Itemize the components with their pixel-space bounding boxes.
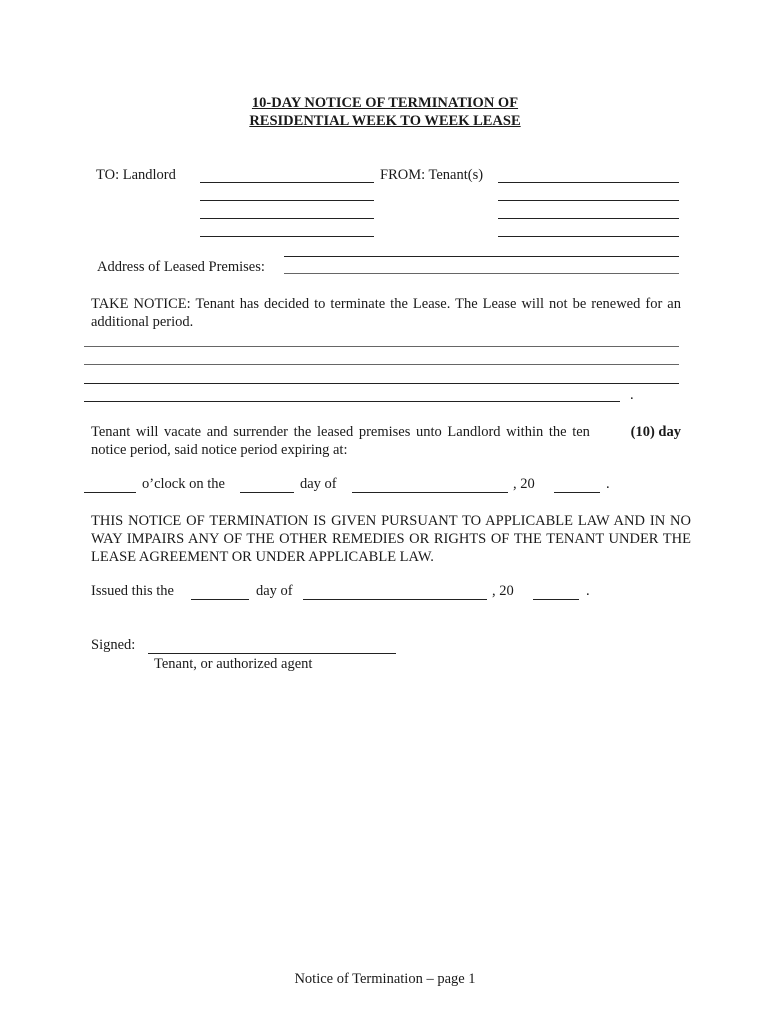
expiry-year-field[interactable] <box>554 492 600 493</box>
issued-year-label: , 20 <box>492 583 514 599</box>
reason-line-3[interactable] <box>84 383 679 384</box>
expiry-day-of-label: day of <box>300 476 337 492</box>
address-field-upper[interactable] <box>284 256 679 257</box>
page-footer: Notice of Termination – page 1 <box>294 971 476 987</box>
vacate-text-line2: notice period, said notice period expiring at: <box>91 442 348 458</box>
issued-label: Issued this the <box>91 583 174 599</box>
tenant-address-field-2[interactable] <box>498 218 679 219</box>
to-landlord-label: TO: Landlord <box>96 167 176 183</box>
landlord-name-field[interactable] <box>200 182 374 183</box>
signature-field[interactable] <box>148 653 396 654</box>
from-tenant-label: FROM: Tenant(s) <box>380 167 484 183</box>
document-title-line1: 10-DAY NOTICE OF TERMINATION OF <box>251 95 519 111</box>
expiry-month-field[interactable] <box>352 492 508 493</box>
issued-day-field[interactable] <box>191 599 249 600</box>
expiry-day-field[interactable] <box>240 492 294 493</box>
tenant-name-field[interactable] <box>498 182 679 183</box>
tenant-address-field-1[interactable] <box>498 200 679 201</box>
signer-caption: Tenant, or authorized agent <box>154 656 313 672</box>
expiry-year-label: , 20 <box>513 476 535 492</box>
address-label: Address of Leased Premises: <box>97 259 265 275</box>
reason-line-1[interactable] <box>84 346 679 347</box>
issued-year-field[interactable] <box>533 599 579 600</box>
reason-period: . <box>630 387 634 403</box>
tenant-address-field-3[interactable] <box>498 236 679 237</box>
issued-month-field[interactable] <box>303 599 487 600</box>
expiry-hour-field[interactable] <box>84 492 136 493</box>
document-title-line2: RESIDENTIAL WEEK TO WEEK LEASE <box>249 113 521 129</box>
notice-paragraph: TAKE NOTICE: Tenant has decided to terminate the Lease. The Lease will not be renewed for an additional period. <box>91 296 681 330</box>
landlord-address-field-3[interactable] <box>200 236 374 237</box>
reason-line-2[interactable] <box>84 364 679 365</box>
vacate-bold-days: (10) day <box>630 424 681 440</box>
signed-label: Signed: <box>91 637 136 653</box>
issued-day-of-label: day of <box>256 583 293 599</box>
landlord-address-field-2[interactable] <box>200 218 374 219</box>
legal-paragraph: THIS NOTICE OF TERMINATION IS GIVEN PURSUANT TO APPLICABLE LAW AND IN NO WAY IMPAIRS ANY OF THE OTHER REMEDIES OR RIGHTS OF THE TENANT UNDER THE LEASE AGREEMENT OR UNDER APPLICABLE LAW. <box>91 513 691 565</box>
vacate-text: Tenant will vacate and surrender the leased premises unto Landlord within the ten <box>91 424 590 440</box>
vacate-paragraph <box>91 423 681 459</box>
expiry-oclock-label: o’clock on the <box>142 476 225 492</box>
address-field[interactable] <box>284 273 679 274</box>
landlord-address-field-1[interactable] <box>200 200 374 201</box>
expiry-period: . <box>606 476 610 492</box>
reason-line-4[interactable] <box>84 401 620 402</box>
issued-period: . <box>586 583 590 599</box>
